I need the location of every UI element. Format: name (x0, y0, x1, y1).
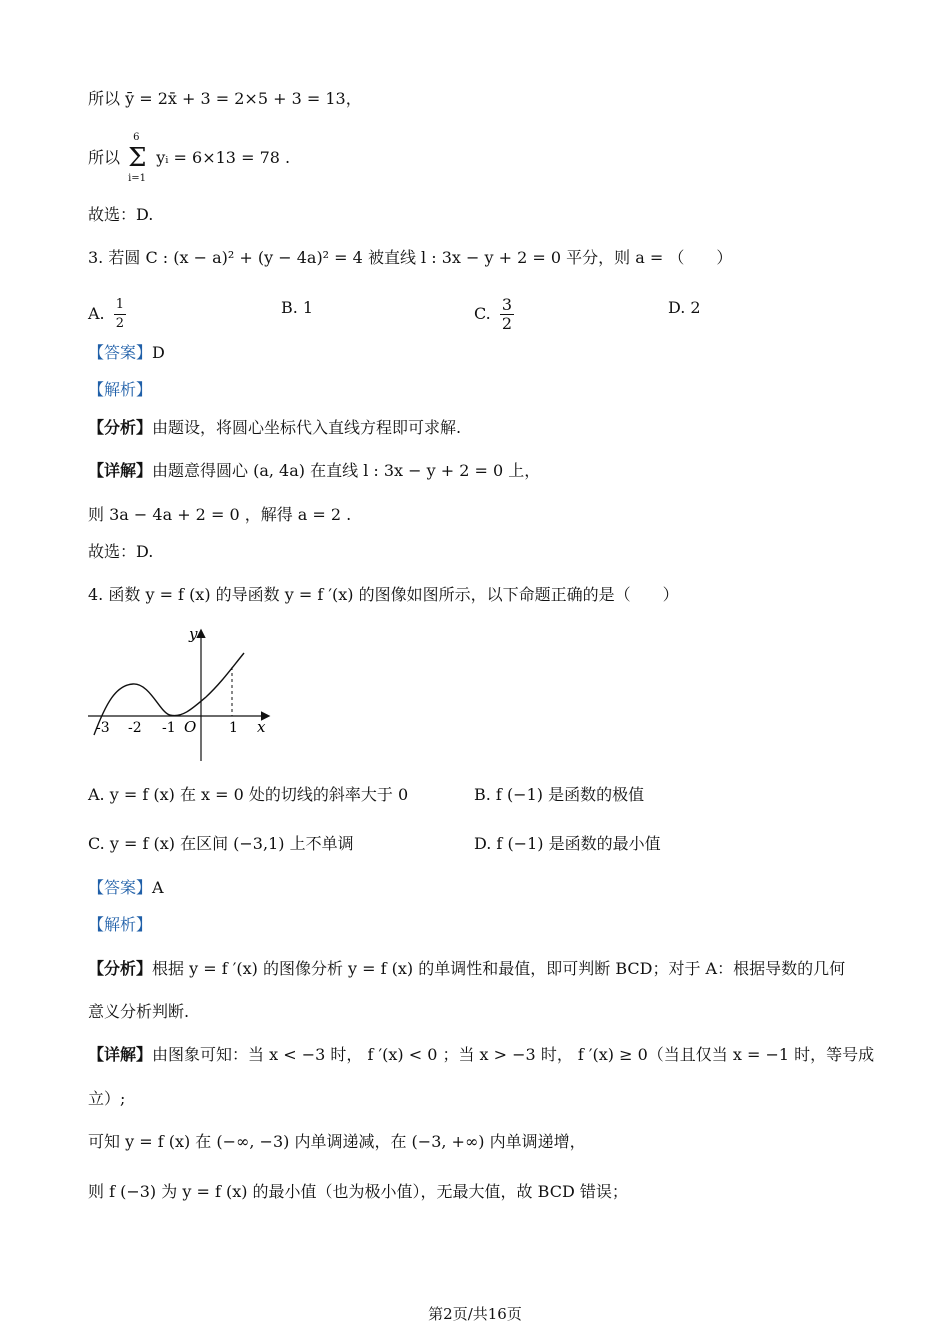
q4-answer (88, 876, 164, 900)
tick-label: -3 (96, 720, 110, 736)
q4-line-b: 则 f (−3) 为 y = f (x) 的最小值（也为极小值），无最大值，故 BCD 错误； (88, 1182, 628, 1201)
q3-option-a (88, 296, 130, 333)
q4-xiangjie (88, 1043, 874, 1067)
x-axis-label: x (257, 718, 266, 736)
text-line: 所以 ȳ = 2x̄ + 3 = 2×5 + 3 = 13， (88, 89, 362, 108)
sum-rest: yᵢ = 6×13 = 78 . (156, 148, 291, 167)
origin-label: O (184, 718, 197, 736)
fenxi-text: 由题设，将圆心坐标代入直线方程即可求解. (152, 418, 462, 437)
xiangjie-tag: 【详解】 (88, 461, 153, 480)
y-axis-label: y (189, 625, 198, 643)
tick-label: 1 (229, 720, 238, 736)
fenxi-tag: 【分析】 (88, 418, 153, 437)
q4-xiangjie-cont: 立）; (88, 1089, 126, 1108)
question-3-stem: 3. 若圆 C : (x − a)² + (y − 4a)² = 4 被直线 l : 3x − y + 2 = 0 平分，则 a = （ ） (88, 248, 733, 267)
denominator: 2 (115, 316, 125, 331)
q4-option-a: A. y = f (x) 在 x = 0 处的切线的斜率大于 0 (88, 785, 409, 804)
fraction (500, 296, 514, 333)
answer-tag: 【答案】 (88, 878, 153, 897)
sum-prefix: 所以 (88, 148, 121, 167)
q3-line3: 故选：D. (88, 542, 154, 561)
sigma-top: 6 (133, 131, 140, 143)
sigma-icon: Σ (128, 142, 147, 173)
sigma-bottom: i=1 (128, 172, 147, 184)
option-label: C. (474, 304, 491, 323)
xiangjie-text: 由题意得圆心 (a, 4a) 在直线 l : 3x − y + 2 = 0 上， (152, 461, 541, 480)
q3-option-c (474, 296, 518, 333)
question-4-stem: 4. 函数 y = f (x) 的导函数 y = f ′(x) 的图像如图所示，以下命题正确的是（ ） (88, 585, 679, 604)
page-footer: 第2页/共16页 (428, 1305, 522, 1323)
option-label: A. (88, 304, 105, 323)
q3-option-d: D. 2 (668, 298, 701, 317)
q4-fenxi-cont: 意义分析判断. (88, 1002, 190, 1021)
derivative-graph (86, 623, 286, 763)
q4-option-b: B. f (−1) 是函数的极值 (474, 785, 645, 804)
fenxi-tag: 【分析】 (88, 959, 153, 978)
q3-line2: 则 3a − 4a + 2 = 0 ，解得 a = 2 . (88, 505, 352, 524)
tick-label: -2 (128, 720, 142, 736)
q3-analysis-tag: 【解析】 (88, 380, 153, 399)
fraction (114, 296, 126, 333)
q4-fenxi (88, 957, 845, 981)
xiangjie-text: 由图象可知：当 x < −3 时， f ′(x) < 0 ；当 x > −3 时， f ′(x) ≥ 0（当且仅当 x = −1 时，等号成 (152, 1045, 875, 1064)
q4-analysis-tag: 【解析】 (88, 915, 153, 934)
denominator: 2 (501, 314, 513, 333)
fenxi-text: 根据 y = f ′(x) 的图像分析 y = f (x) 的单调性和最值，即可判断 BCD；对于 A：根据导数的几何 (152, 959, 846, 978)
q4-line-a: 可知 y = f (x) 在 (−∞, −3) 内单调递减，在 (−3, +∞) 内单调递增， (88, 1132, 586, 1151)
q3-xiangjie (88, 459, 540, 483)
answer-tag: 【答案】 (88, 343, 153, 362)
xiangjie-tag: 【详解】 (88, 1045, 153, 1064)
q3-fenxi (88, 416, 461, 440)
text-line: 故选：D. (88, 205, 154, 224)
numerator: 3 (501, 295, 513, 314)
q3-option-b: B. 1 (281, 298, 314, 317)
q4-option-c: C. y = f (x) 在区间 (−3,1) 上不单调 (88, 834, 354, 853)
sigma-block (125, 131, 151, 184)
answer-value: A (152, 878, 164, 897)
sum-line (88, 131, 291, 184)
tick-label: -1 (162, 720, 176, 736)
q4-option-d: D. f (−1) 是函数的最小值 (474, 834, 661, 853)
numerator: 1 (114, 296, 126, 315)
q3-answer (88, 341, 165, 365)
answer-value: D (152, 343, 165, 362)
